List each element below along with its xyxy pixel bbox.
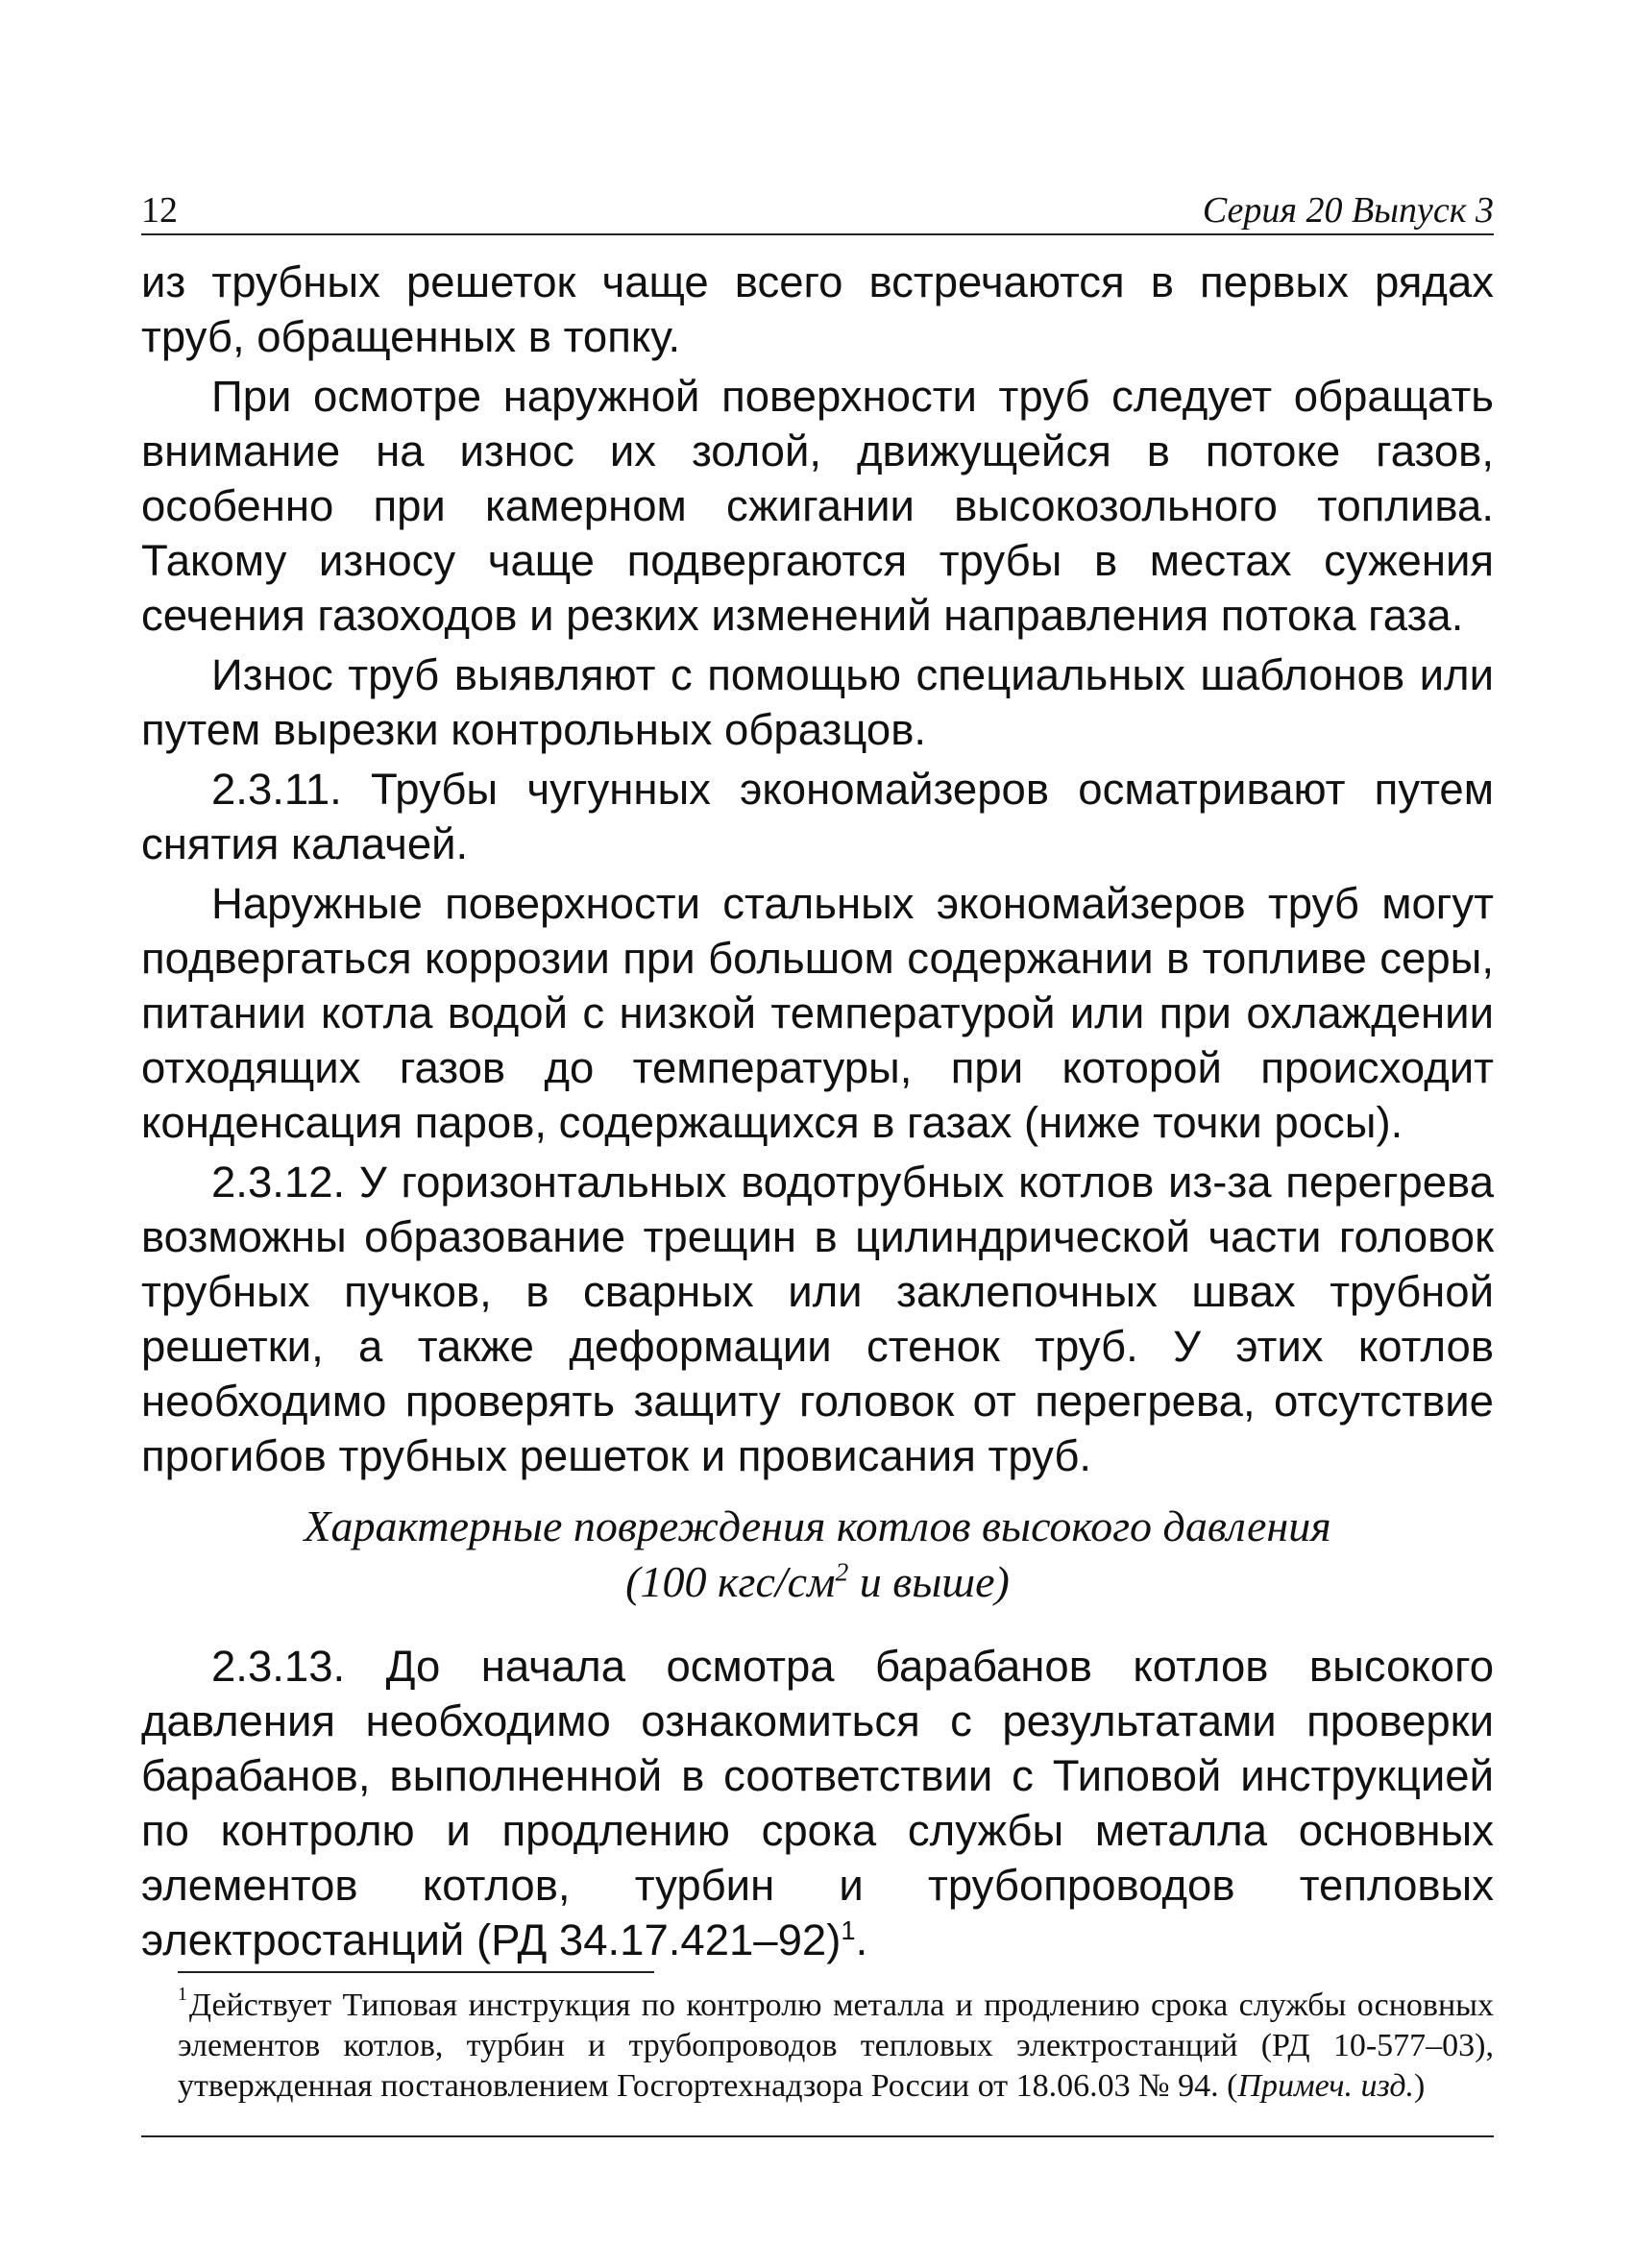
footnote-separator xyxy=(178,1971,654,1973)
paragraph-7 xyxy=(141,1639,1494,1967)
footnote-editor-note: Примеч. изд. xyxy=(1237,2068,1415,2104)
page-header xyxy=(141,185,1494,235)
running-title: Серия 20 Выпуск 3 xyxy=(1202,190,1494,231)
footnote-close: ) xyxy=(1414,2068,1426,2104)
paragraph-7-end: . xyxy=(855,1915,868,1964)
paragraph-1: из трубных решеток чаще всего встречаются в первых рядах труб, обращенных в топку. xyxy=(141,257,1494,361)
footnote-reference[interactable]: 1 xyxy=(841,1914,856,1945)
main-text xyxy=(141,255,1494,1972)
footnote-mark: 1 xyxy=(178,1984,187,2005)
page-number: 12 xyxy=(141,190,178,231)
heading-line-1: Характерные повреждения котлов высокого давления xyxy=(304,1501,1331,1550)
paragraph-4: 2.3.11. Трубы чугунных экономайзеров осматривают путем снятия калачей. xyxy=(141,765,1494,868)
bottom-rule xyxy=(141,2135,1494,2137)
paragraph-5: Наружные поверхности стальных экономайзеров труб могут подвергаться коррозии при большом содержании в топливе серы, питании котла водой с низкой температурой или при охлаждении отходящих газов до температуры, при которой происходит конденсация паров, содержащихся в газах (ниже точки росы). xyxy=(141,879,1494,1147)
heading-line-2-end: и выше) xyxy=(848,1557,1010,1606)
paragraph-7-text: 2.3.13. До начала осмотра барабанов котлов высокого давления необходимо ознакомиться с результатами проверки барабанов, выполненной в соответствии с Типовой инструкцией по контролю и продлению срока службы металла основных элементов котлов, турбин и трубопроводов тепловых электростанций (РД 34.17.421–92) xyxy=(141,1642,1494,1964)
footnote xyxy=(178,1986,1494,2107)
heading-line-2-start: (100 кгс/см xyxy=(625,1557,836,1606)
paragraph-6: 2.3.12. У горизонтальных водотрубных котлов из-за перегрева возможны образование трещин в цилиндрической части головок трубных пучков, в сварных или заклепочных швах трубной решетки, а также деформации стенок труб. У этих котлов необходимо проверять защиту головок от перегрева, отсутствие прогибов трубных решеток и провисания труб. xyxy=(141,1158,1494,1480)
heading-line-2 xyxy=(141,1554,1494,1610)
paragraph-3: Износ труб выявляют с помощью специальных шаблонов или путем вырезки контрольных образцов. xyxy=(141,650,1494,754)
paragraph-2: При осмотре наружной поверхности труб следует обращать внимание на износ их золой, движущейся в потоке газов, особенно при камерном сжигании высокозольного топлива. Такому износу чаще подвергаются трубы в местах сужения сечения газоходов и резких изменений направления потока газа. xyxy=(141,372,1494,640)
heading-superscript: 2 xyxy=(835,1556,849,1587)
section-heading xyxy=(141,1499,1494,1610)
footnote-text: Действует Типовая инструкция по контролю металла и продлению срока службы основных элементов котлов, турбин и трубопроводов тепловых электростанций (РД 10-577–03), утвержденная постановлением Госгортехнадзора России от 18.06.03 № 94. ( xyxy=(178,1988,1494,2104)
